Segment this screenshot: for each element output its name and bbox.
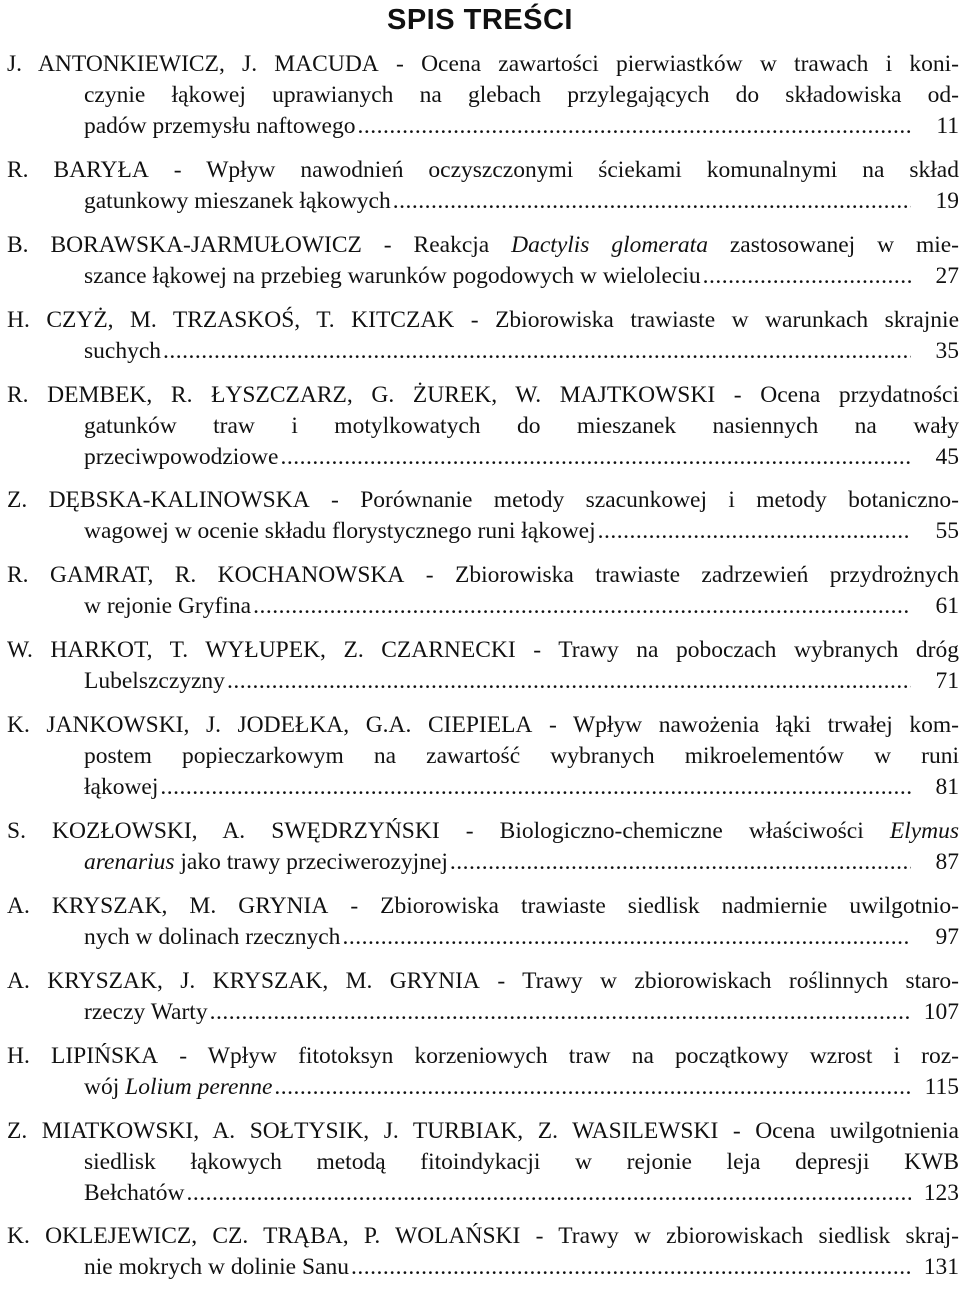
dot-leader <box>163 336 911 367</box>
page-number: 35 <box>935 337 959 364</box>
toc-entry-last-line <box>7 336 959 367</box>
toc-title-text: Ocena przydatności <box>760 381 959 408</box>
page-number: 107 <box>923 998 959 1025</box>
toc-entry <box>7 816 959 878</box>
toc-entry-line: postem popieczarkowym na zawartość wybranych mikroelementów w runi <box>84 743 959 770</box>
toc-authors: Z. MIATKOWSKI, A. SOŁTYSIK, J. TURBIAK, Z. WASILEWSKI <box>7 1117 719 1144</box>
toc-title-text: szance łąkowej na przebieg warunków pogodowych w wieloleciu <box>84 262 701 289</box>
toc-authors: A. KRYSZAK, M. GRYNIA <box>7 892 329 919</box>
toc-entry <box>7 380 959 473</box>
toc-title-text: Wpływ fitotoksyn korzeniowych traw na początkowy wzrost i roz- <box>207 1042 959 1069</box>
toc-entry-line: A. KRYSZAK, J. KRYSZAK, M. GRYNIA - Trawy w zbiorowiskach roślinnych staro- <box>7 967 959 994</box>
dot-leader <box>703 261 911 292</box>
page-number: 45 <box>935 443 959 470</box>
page-number: 55 <box>935 518 959 545</box>
toc-entry-line: J. ANTONKIEWICZ, J. MACUDA - Ocena zawartości pierwiastków w trawach i koni- <box>7 51 959 77</box>
toc-authors: H. CZYŻ, M. TRZASKOŚ, T. KITCZAK <box>7 306 455 333</box>
page-number: 71 <box>935 668 959 695</box>
toc-title-text: Wpływ nawożenia łąki trwałej kom- <box>572 712 959 739</box>
species-name: arenarius <box>84 849 175 876</box>
dot-leader <box>393 186 911 217</box>
toc-entry <box>7 560 959 622</box>
species-name: Lolium perenne <box>125 1073 273 1100</box>
dot-leader <box>160 772 911 803</box>
toc-entry-last-line <box>7 516 959 547</box>
toc-entry <box>7 710 959 803</box>
toc-entry <box>7 230 959 292</box>
toc-entry-line: czynie łąkowej uprawianych na glebach przylegających do składowiska od- <box>84 82 959 108</box>
page-number: 81 <box>935 774 959 801</box>
toc-entry-last-line <box>7 1072 959 1103</box>
dot-leader <box>253 591 911 622</box>
toc-title-text: jako trawy przeciwerozyjnej <box>180 849 448 876</box>
toc-title-text: Lubelszczyzny <box>84 668 225 695</box>
species-name: Elymus <box>889 818 959 845</box>
toc-entry-line: R. BARYŁA - Wpływ nawodnień oczyszczonymi ściekami komunalnymi na skład <box>7 156 959 183</box>
table-of-contents <box>7 49 959 1296</box>
dot-leader <box>274 1072 911 1103</box>
toc-title-text: Zbiorowiska trawiaste siedlisk nadmiernie uwilgotnio- <box>380 892 959 919</box>
dot-leader <box>598 516 911 547</box>
toc-entry-line: siedlisk łąkowych metodą fitoindykacji w rejonie leja depresji KWB <box>84 1148 959 1175</box>
toc-authors: K. JANKOWSKI, J. JODEŁKA, G.A. CIEPIELA <box>7 712 533 739</box>
toc-title-text: Reakcja <box>413 231 490 258</box>
dot-leader <box>450 847 911 878</box>
page-number: 123 <box>923 1179 959 1206</box>
toc-authors: B. BORAWSKA-JARMUŁOWICZ <box>7 231 362 258</box>
dot-leader <box>227 666 911 697</box>
toc-title-text: Ocena zawartości pierwiastków w trawach i koni- <box>421 51 959 77</box>
page-number: 27 <box>935 262 959 289</box>
toc-title-text: Zbiorowiska trawiaste zadrzewień przydrożnych <box>455 562 959 589</box>
toc-title-text <box>84 847 448 878</box>
toc-title-text: zastosowanej w mie- <box>729 231 959 258</box>
toc-entry-last-line <box>7 186 959 217</box>
page-number: 19 <box>935 187 959 214</box>
toc-entry-last-line <box>7 442 959 473</box>
toc-entry <box>7 155 959 217</box>
toc-authors: W. HARKOT, T. WYŁUPEK, Z. CZARNECKI <box>7 637 516 664</box>
toc-entry-last-line <box>7 666 959 697</box>
toc-title-text: Trawy w zbiorowiskach roślinnych staro- <box>522 967 959 994</box>
toc-title-text: rzeczy Warty <box>84 998 208 1025</box>
toc-authors: H. LIPIŃSKA <box>7 1042 159 1069</box>
dot-leader <box>280 442 911 473</box>
dot-leader <box>342 922 911 953</box>
toc-title-text: Zbiorowiska trawiaste w warunkach skrajnie <box>495 306 959 333</box>
toc-title-text: gatunkowy mieszanek łąkowych <box>84 187 391 214</box>
toc-title-text: nie mokrych w dolinie Sanu <box>84 1254 349 1281</box>
toc-authors: J. ANTONKIEWICZ, J. MACUDA <box>7 51 379 77</box>
toc-entry-line: K. OKLEJEWICZ, CZ. TRĄBA, P. WOLAŃSKI - Trawy w zbiorowiskach siedlisk skraj- <box>7 1223 959 1250</box>
toc-entry-line: Z. MIATKOWSKI, A. SOŁTYSIK, J. TURBIAK, Z. WASILEWSKI - Ocena uwilgotnienia <box>7 1117 959 1144</box>
toc-title-text: Biologiczno-chemiczne właściwości <box>499 818 864 845</box>
toc-entry-line: R. DEMBEK, R. ŁYSZCZARZ, G. ŻUREK, W. MAJTKOWSKI - Ocena przydatności <box>7 381 959 408</box>
toc-title-text: wój <box>84 1073 120 1100</box>
dot-leader <box>187 1178 912 1209</box>
toc-entry-line: Z. DĘBSKA-KALINOWSKA - Porównanie metody szacunkowej i metody botaniczno- <box>7 487 959 514</box>
toc-entry-line: H. CZYŻ, M. TRZASKOŚ, T. KITCZAK - Zbiorowiska trawiaste w warunkach skrajnie <box>7 306 959 333</box>
toc-entry-line: W. HARKOT, T. WYŁUPEK, Z. CZARNECKI - Trawy na poboczach wybranych dróg <box>7 637 959 664</box>
toc-title-text: Trawy na poboczach wybranych dróg <box>558 637 959 664</box>
toc-title-text: padów przemysłu naftowego <box>84 113 356 139</box>
dot-leader <box>357 111 911 142</box>
page-number: 61 <box>935 593 959 620</box>
toc-entry-line: S. KOZŁOWSKI, A. SWĘDRZYŃSKI - Biologiczno-chemiczne właściwości Elymus <box>7 818 959 845</box>
toc-authors: S. KOZŁOWSKI, A. SWĘDRZYŃSKI <box>7 818 440 845</box>
page-title: SPIS TREŚCI <box>387 4 573 36</box>
toc-entry-last-line <box>7 591 959 622</box>
toc-entry-line: R. GAMRAT, R. KOCHANOWSKA - Zbiorowiska trawiaste zadrzewień przydrożnych <box>7 562 959 589</box>
toc-entry <box>7 635 959 697</box>
toc-entry-line: B. BORAWSKA-JARMUŁOWICZ - Reakcja Dactylis glomerata zastosowanej w mie- <box>7 231 959 258</box>
toc-title-text: Wpływ nawodnień oczyszczonymi ściekami komunalnymi na skład <box>206 156 959 183</box>
toc-entry-last-line <box>7 997 959 1028</box>
toc-authors: R. DEMBEK, R. ŁYSZCZARZ, G. ŻUREK, W. MAJTKOWSKI <box>7 381 716 408</box>
toc-title-text: łąkowej <box>84 774 159 801</box>
toc-entry-last-line <box>7 772 959 803</box>
toc-authors: R. GAMRAT, R. KOCHANOWSKA <box>7 562 405 589</box>
toc-entry <box>7 1221 959 1283</box>
toc-authors: A. KRYSZAK, J. KRYSZAK, M. GRYNIA <box>7 967 480 994</box>
toc-entry-last-line <box>7 1178 959 1209</box>
toc-entry <box>7 485 959 547</box>
toc-entry <box>7 891 959 953</box>
toc-entry <box>7 49 959 142</box>
toc-authors: Z. DĘBSKA-KALINOWSKA <box>7 487 310 514</box>
toc-title-text <box>84 1072 272 1103</box>
toc-authors: R. BARYŁA <box>7 156 149 183</box>
page-number: 131 <box>923 1254 959 1281</box>
toc-entry <box>7 1116 959 1209</box>
toc-title-text: Bełchatów <box>84 1179 185 1206</box>
toc-title-text: przeciwpowodziowe <box>84 443 279 470</box>
toc-title-text: wagowej w ocenie składu florystycznego runi łąkowej <box>84 518 596 545</box>
page-number: 115 <box>924 1073 959 1100</box>
toc-entry-last-line <box>7 261 959 292</box>
page-number: 87 <box>935 849 959 876</box>
toc-title-text: Ocena uwilgotnienia <box>755 1117 959 1144</box>
toc-entry-line: gatunków traw i motylkowatych do mieszanek nasiennych na wały <box>84 412 959 439</box>
page-number: 11 <box>936 113 959 139</box>
dot-leader <box>351 1252 911 1283</box>
toc-title-text: Porównanie metody szacunkowej i metody botaniczno- <box>360 487 959 514</box>
toc-entry-line: H. LIPIŃSKA - Wpływ fitotoksyn korzeniowych traw na początkowy wzrost i roz- <box>7 1042 959 1069</box>
toc-entry-last-line <box>7 111 959 142</box>
toc-title-text: suchych <box>84 337 162 364</box>
dot-leader <box>210 997 911 1028</box>
page-number: 97 <box>935 923 959 950</box>
toc-entry-last-line <box>7 847 959 878</box>
toc-entry <box>7 966 959 1028</box>
toc-title-text: Trawy w zbiorowiskach siedlisk skraj- <box>558 1223 959 1250</box>
toc-entry <box>7 1041 959 1103</box>
species-name: Dactylis glomerata <box>511 231 708 258</box>
toc-entry-last-line <box>7 1252 959 1283</box>
toc-title-text: nych w dolinach rzecznych <box>84 923 341 950</box>
toc-title-text: w rejonie Gryfina <box>84 593 252 620</box>
toc-authors: K. OKLEJEWICZ, CZ. TRĄBA, P. WOLAŃSKI <box>7 1223 521 1250</box>
toc-entry-line: A. KRYSZAK, M. GRYNIA - Zbiorowiska trawiaste siedlisk nadmiernie uwilgotnio- <box>7 892 959 919</box>
toc-entry <box>7 305 959 367</box>
toc-entry-last-line <box>7 922 959 953</box>
toc-entry-line: K. JANKOWSKI, J. JODEŁKA, G.A. CIEPIELA - Wpływ nawożenia łąki trwałej kom- <box>7 712 959 739</box>
